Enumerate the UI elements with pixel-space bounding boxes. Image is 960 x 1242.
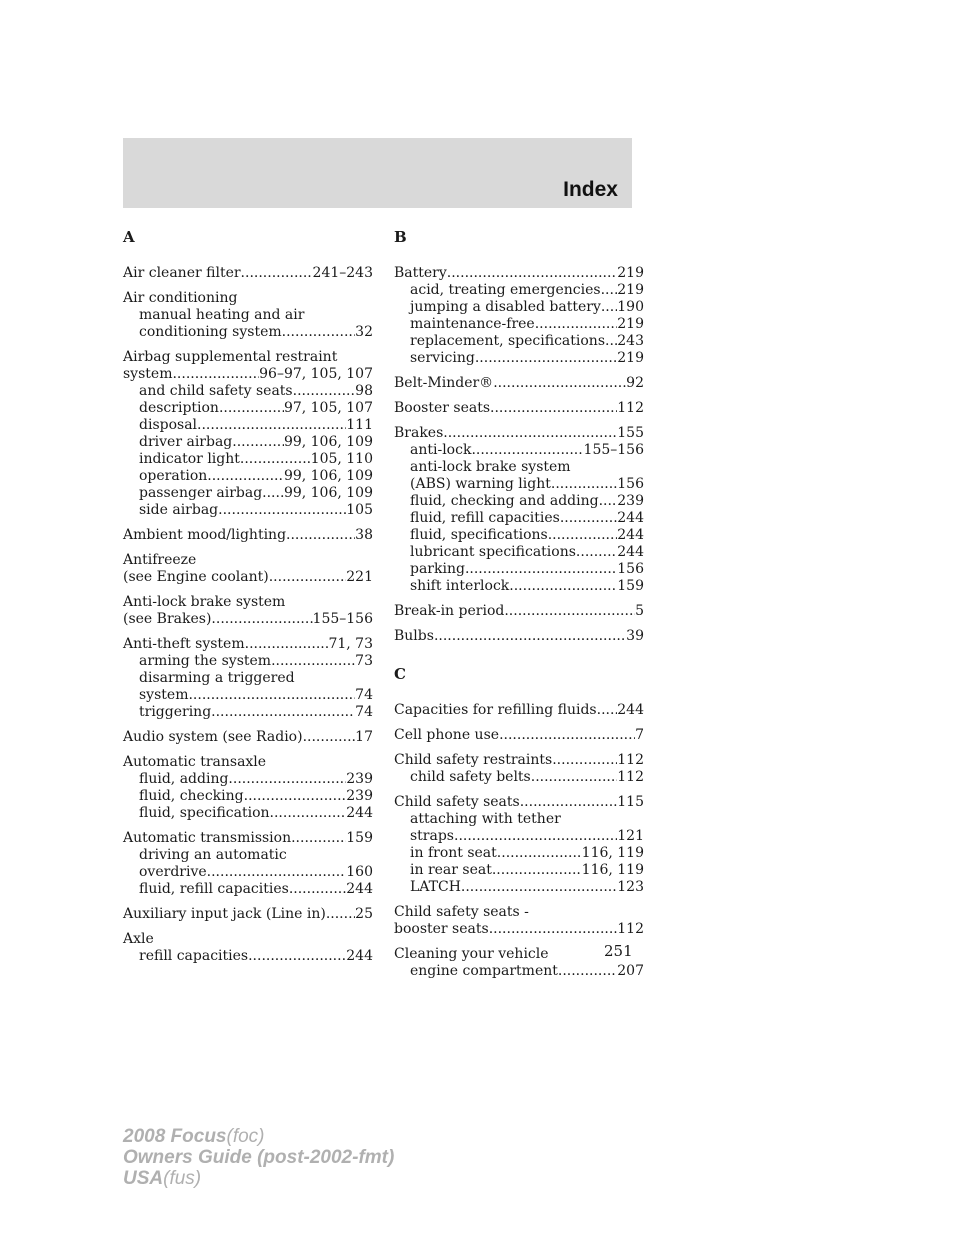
index-term: overdrive xyxy=(139,864,207,880)
index-term: Capacities for refilling fluids xyxy=(394,702,597,718)
index-page-ref: 239 xyxy=(617,493,644,509)
dot-leader xyxy=(218,502,346,519)
dot-leader xyxy=(531,769,618,786)
dot-leader xyxy=(326,906,355,923)
index-term: Antifreeze xyxy=(123,552,197,568)
index-entry-line xyxy=(123,527,373,544)
dot-leader xyxy=(601,282,618,299)
index-page-ref: 39 xyxy=(626,628,644,644)
dot-leader xyxy=(490,400,617,417)
index-page-ref: 5 xyxy=(635,603,644,619)
index-page-ref: 241–243 xyxy=(312,265,373,281)
index-page-ref: 244 xyxy=(617,510,644,526)
index-term: Anti-theft system xyxy=(123,636,245,652)
dot-leader xyxy=(475,350,617,367)
index-term: operation xyxy=(139,468,208,484)
index-term: parking xyxy=(410,561,465,577)
index-term: lubricant specifications xyxy=(410,544,576,560)
index-term: fluid, adding xyxy=(139,771,229,787)
section-header-bar xyxy=(123,138,632,208)
dot-leader xyxy=(493,375,626,392)
page-number: 251 xyxy=(604,942,633,960)
index-term: fluid, specification xyxy=(139,805,270,821)
index-term: side airbag xyxy=(139,502,219,518)
dot-leader xyxy=(211,704,355,721)
dot-leader xyxy=(269,569,347,586)
index-subentry-line xyxy=(394,811,644,828)
index-term: Brakes xyxy=(394,425,444,441)
index-subentry-line xyxy=(394,476,644,493)
index-page-ref: 112 xyxy=(617,921,644,937)
dot-leader xyxy=(597,702,618,719)
index-term: system xyxy=(123,366,173,382)
index-term: Anti-lock brake system xyxy=(123,594,286,610)
dot-leader xyxy=(443,425,617,442)
dot-leader xyxy=(497,845,582,862)
index-page-ref: 73 xyxy=(355,653,373,669)
index-term: Booster seats xyxy=(394,400,491,416)
index-entry-line xyxy=(123,594,373,611)
dot-leader xyxy=(492,862,582,879)
index-entry xyxy=(394,752,644,786)
index-page-ref: 111 xyxy=(346,417,373,433)
index-entry-line xyxy=(394,265,644,282)
index-term: Battery xyxy=(394,265,447,281)
index-entry xyxy=(123,265,373,282)
index-entry xyxy=(394,425,644,595)
index-term: refill capacities xyxy=(139,948,249,964)
index-page-ref: 219 xyxy=(617,350,644,366)
index-entry xyxy=(123,906,373,923)
index-term: and child safety seats xyxy=(139,383,293,399)
index-page-ref: 123 xyxy=(617,879,644,895)
index-column-left xyxy=(123,228,373,973)
index-subentry-line xyxy=(394,561,644,578)
index-entry xyxy=(394,400,644,417)
index-term: indicator light xyxy=(139,451,240,467)
footer-model-code: (foc) xyxy=(226,1126,265,1147)
index-subentry-line xyxy=(394,282,644,299)
index-column-right xyxy=(394,228,644,988)
dot-leader xyxy=(248,948,346,965)
index-page-ref: 156 xyxy=(617,561,644,577)
index-entry xyxy=(394,375,644,392)
index-subentry-line xyxy=(394,459,644,476)
index-entry xyxy=(123,754,373,822)
dot-leader xyxy=(434,628,626,645)
index-page-ref: 190 xyxy=(617,299,644,315)
index-term: (ABS) warning light xyxy=(410,476,551,492)
index-subentry-line xyxy=(394,510,644,527)
index-entry-line xyxy=(123,265,373,282)
index-page-ref: 105 xyxy=(346,502,373,518)
index-page-ref: 7 xyxy=(635,727,644,743)
index-term: Break-in period xyxy=(394,603,505,619)
index-page-ref: 244 xyxy=(617,702,644,718)
index-page-ref: 243 xyxy=(617,333,644,349)
index-subentry-line xyxy=(123,400,373,417)
index-page-ref: 105, 110 xyxy=(310,451,373,467)
index-entry-line xyxy=(123,611,373,628)
index-term: attaching with tether xyxy=(410,811,561,827)
dot-leader xyxy=(605,333,617,350)
index-subentry-line xyxy=(394,299,644,316)
index-subentry-line xyxy=(394,442,644,459)
index-subentry-line xyxy=(123,687,373,704)
index-term: LATCH xyxy=(410,879,461,895)
index-entry-line xyxy=(394,375,644,392)
index-subentry-line xyxy=(394,828,644,845)
index-entry xyxy=(394,794,644,896)
index-term: servicing xyxy=(410,350,475,366)
index-entry xyxy=(123,636,373,721)
index-entry-line xyxy=(394,628,644,645)
index-page-ref: 219 xyxy=(617,282,644,298)
dot-leader xyxy=(291,830,346,847)
index-entry-line xyxy=(394,400,644,417)
index-page-ref: 17 xyxy=(355,729,373,745)
index-page-ref: 244 xyxy=(346,805,373,821)
index-term: Axle xyxy=(123,931,154,947)
index-term: Air conditioning xyxy=(123,290,238,306)
dot-leader xyxy=(551,476,617,493)
index-page-ref: 32 xyxy=(355,324,373,340)
index-entry-line xyxy=(123,349,373,366)
index-term: Airbag supplemental restraint xyxy=(123,349,338,365)
index-term: disarming a triggered xyxy=(139,670,295,686)
index-subentry-line xyxy=(123,864,373,881)
index-page-ref: 244 xyxy=(617,544,644,560)
index-subentry-line xyxy=(123,417,373,434)
index-subentry-line xyxy=(123,881,373,898)
index-page-ref: 38 xyxy=(355,527,373,543)
dot-leader xyxy=(499,727,635,744)
index-subentry-line xyxy=(394,316,644,333)
index-term: shift interlock xyxy=(410,578,510,594)
index-term: in front seat xyxy=(410,845,497,861)
index-term: Child safety seats - xyxy=(394,904,529,920)
index-term: fluid, checking and adding xyxy=(410,493,599,509)
index-term: (see Brakes) xyxy=(123,611,212,627)
index-page-ref: 112 xyxy=(617,752,644,768)
index-entry xyxy=(123,527,373,544)
index-page-ref: 99, 106, 109 xyxy=(283,468,373,484)
index-subentry-line xyxy=(123,788,373,805)
index-letter-heading: B xyxy=(394,228,407,246)
index-entry-line xyxy=(394,921,644,938)
index-subentry-line xyxy=(123,451,373,468)
index-subentry-line xyxy=(394,527,644,544)
dot-leader xyxy=(447,265,617,282)
dot-leader xyxy=(303,729,356,746)
dot-leader xyxy=(188,687,355,704)
index-term: Child safety seats xyxy=(394,794,520,810)
index-entry xyxy=(123,290,373,341)
dot-leader xyxy=(207,468,284,485)
index-entry xyxy=(123,594,373,628)
index-term: Auxiliary input jack (Line in) xyxy=(123,906,326,922)
index-page-ref: 155–156 xyxy=(583,442,644,458)
index-term: in rear seat xyxy=(410,862,492,878)
index-entry-line xyxy=(123,830,373,847)
index-subentry-line xyxy=(394,862,644,879)
footer-market: USA xyxy=(123,1168,164,1189)
index-subentry-line xyxy=(123,670,373,687)
index-subentry-line xyxy=(123,653,373,670)
index-term: Automatic transaxle xyxy=(123,754,267,770)
index-entry-line xyxy=(123,366,373,383)
dot-leader xyxy=(244,788,347,805)
index-subentry-line xyxy=(123,771,373,788)
dot-leader xyxy=(262,485,284,502)
index-page-ref: 155–156 xyxy=(312,611,373,627)
section-title: Index xyxy=(563,178,618,201)
index-term: Ambient mood/lighting xyxy=(123,527,287,543)
index-entry-line xyxy=(123,290,373,307)
index-term: Belt-Minder® xyxy=(394,375,494,391)
index-subentry-line xyxy=(394,544,644,561)
index-page-ref: 112 xyxy=(617,400,644,416)
index-entry xyxy=(123,729,373,746)
index-subentry-line xyxy=(123,805,373,822)
index-term: child safety belts xyxy=(410,769,531,785)
dot-leader xyxy=(282,324,356,341)
index-page-ref: 71, 73 xyxy=(328,636,373,652)
dot-leader xyxy=(601,299,617,316)
dot-leader xyxy=(552,752,617,769)
index-term: arming the system xyxy=(139,653,272,669)
index-letter-heading: C xyxy=(394,665,406,683)
footer-model: 2008 Focus xyxy=(123,1126,227,1147)
index-page-ref: 244 xyxy=(346,948,373,964)
index-page-ref: 244 xyxy=(617,527,644,543)
dot-leader xyxy=(576,544,617,561)
index-subentry-line xyxy=(123,704,373,721)
index-page-ref: 98 xyxy=(355,383,373,399)
index-page-ref: 121 xyxy=(617,828,644,844)
index-entry xyxy=(123,349,373,519)
index-entry-line xyxy=(123,754,373,771)
index-subentry-line xyxy=(394,578,644,595)
index-page-ref: 221 xyxy=(346,569,373,585)
index-term: Cleaning your vehicle xyxy=(394,946,549,962)
index-entry-line xyxy=(394,904,644,921)
index-subentry-line xyxy=(123,948,373,965)
index-term: Air cleaner filter xyxy=(123,265,241,281)
index-entry xyxy=(123,931,373,965)
index-term: jumping a disabled battery xyxy=(410,299,601,315)
dot-leader xyxy=(293,383,356,400)
index-subentry-line xyxy=(123,434,373,451)
index-term: (see Engine coolant) xyxy=(123,569,269,585)
index-entry-line xyxy=(394,702,644,719)
index-term: fluid, refill capacities xyxy=(410,510,560,526)
index-entry-line xyxy=(394,727,644,744)
index-subentry-line xyxy=(394,493,644,510)
index-entry xyxy=(394,628,644,645)
index-subentry-line xyxy=(394,845,644,862)
index-term: driver airbag xyxy=(139,434,233,450)
index-term: Child safety restraints xyxy=(394,752,553,768)
index-term: Bulbs xyxy=(394,628,434,644)
index-subentry-line xyxy=(123,468,373,485)
index-term: disposal xyxy=(139,417,198,433)
dot-leader xyxy=(207,864,347,881)
index-entry-line xyxy=(394,752,644,769)
dot-leader xyxy=(241,265,313,282)
dot-leader xyxy=(471,442,583,459)
index-page-ref: 207 xyxy=(617,963,644,979)
index-page-ref: 112 xyxy=(617,769,644,785)
index-subentry-line xyxy=(394,963,644,980)
index-entry xyxy=(123,830,373,898)
index-letter-heading: A xyxy=(123,228,135,246)
index-term: system xyxy=(139,687,189,703)
index-term: fluid, specifications xyxy=(410,527,548,543)
index-page-ref: 160 xyxy=(346,864,373,880)
index-subentry-line xyxy=(394,333,644,350)
index-term: fluid, checking xyxy=(139,788,244,804)
dot-leader xyxy=(245,636,329,653)
dot-leader xyxy=(535,316,618,333)
index-page-ref: 159 xyxy=(617,578,644,594)
index-page-ref: 219 xyxy=(617,265,644,281)
dot-leader xyxy=(232,434,284,451)
index-subentry-line xyxy=(123,847,373,864)
index-entry-line xyxy=(394,603,644,620)
document-footer xyxy=(123,1126,394,1189)
index-term: Cell phone use xyxy=(394,727,500,743)
index-page-ref: 155 xyxy=(617,425,644,441)
index-page-ref: 159 xyxy=(346,830,373,846)
index-entry xyxy=(394,904,644,938)
index-subentry-line xyxy=(394,879,644,896)
index-page-ref: 156 xyxy=(617,476,644,492)
index-subentry-line xyxy=(394,350,644,367)
index-term: booster seats xyxy=(394,921,489,937)
index-term: anti-lock brake system xyxy=(410,459,571,475)
index-entry-line xyxy=(394,425,644,442)
footer-guide: Owners Guide (post-2002-fmt) xyxy=(123,1147,395,1168)
dot-leader xyxy=(240,451,311,468)
index-page-ref: 96–97, 105, 107 xyxy=(259,366,373,382)
index-entry-line xyxy=(123,636,373,653)
dot-leader xyxy=(172,366,259,383)
index-term: Automatic transmission xyxy=(123,830,292,846)
footer-market-code: (fus) xyxy=(163,1168,202,1189)
dot-leader xyxy=(197,417,346,434)
dot-leader xyxy=(560,510,617,527)
index-entry-line xyxy=(394,794,644,811)
index-entry-line xyxy=(123,931,373,948)
index-term: straps xyxy=(410,828,454,844)
index-term: fluid, refill capacities xyxy=(139,881,289,897)
index-subentry-line xyxy=(123,324,373,341)
dot-leader xyxy=(509,578,617,595)
index-entry xyxy=(394,727,644,744)
dot-leader xyxy=(289,881,346,898)
index-term: Audio system (see Radio) xyxy=(123,729,303,745)
dot-leader xyxy=(504,603,635,620)
dot-leader xyxy=(461,879,617,896)
index-page-ref: 116, 119 xyxy=(581,862,644,878)
dot-leader xyxy=(520,794,618,811)
index-entry-line xyxy=(123,906,373,923)
dot-leader xyxy=(286,527,355,544)
index-entry xyxy=(123,552,373,586)
dot-leader xyxy=(599,493,618,510)
index-page-ref: 97, 105, 107 xyxy=(283,400,373,416)
index-page-ref: 239 xyxy=(346,788,373,804)
index-page-ref: 74 xyxy=(355,704,373,720)
index-entry-line xyxy=(123,729,373,746)
dot-leader xyxy=(558,963,617,980)
index-page-ref: 74 xyxy=(355,687,373,703)
index-page-ref: 116, 119 xyxy=(581,845,644,861)
index-entry xyxy=(394,702,644,719)
dot-leader xyxy=(271,653,355,670)
index-term: manual heating and air xyxy=(139,307,305,323)
index-term: description xyxy=(139,400,219,416)
index-term: maintenance-free xyxy=(410,316,535,332)
index-term: driving an automatic xyxy=(139,847,287,863)
index-entry xyxy=(394,265,644,367)
index-term: acid, treating emergencies xyxy=(410,282,601,298)
index-page-ref: 99, 106, 109 xyxy=(283,485,373,501)
index-page-ref: 115 xyxy=(617,794,644,810)
index-page-ref: 99, 106, 109 xyxy=(283,434,373,450)
index-term: conditioning system xyxy=(139,324,282,340)
index-subentry-line xyxy=(123,383,373,400)
index-subentry-line xyxy=(394,769,644,786)
dot-leader xyxy=(270,805,347,822)
index-subentry-line xyxy=(123,502,373,519)
dot-leader xyxy=(454,828,617,845)
index-subentry-line xyxy=(123,307,373,324)
index-subentry-line xyxy=(123,485,373,502)
index-page-ref: 239 xyxy=(346,771,373,787)
index-entry xyxy=(394,603,644,620)
dot-leader xyxy=(465,561,617,578)
dot-leader xyxy=(228,771,346,788)
index-term: replacement, specifications xyxy=(410,333,606,349)
index-term: engine compartment xyxy=(410,963,558,979)
dot-leader xyxy=(219,400,284,417)
dot-leader xyxy=(548,527,618,544)
index-entry-line xyxy=(123,552,373,569)
index-page-ref: 244 xyxy=(346,881,373,897)
index-term: anti-lock xyxy=(410,442,472,458)
index-term: passenger airbag xyxy=(139,485,263,501)
index-page-ref: 92 xyxy=(626,375,644,391)
index-page-ref: 25 xyxy=(355,906,373,922)
dot-leader xyxy=(211,611,312,628)
index-entry-line xyxy=(123,569,373,586)
index-term: triggering xyxy=(139,704,212,720)
dot-leader xyxy=(489,921,618,938)
index-page-ref: 219 xyxy=(617,316,644,332)
